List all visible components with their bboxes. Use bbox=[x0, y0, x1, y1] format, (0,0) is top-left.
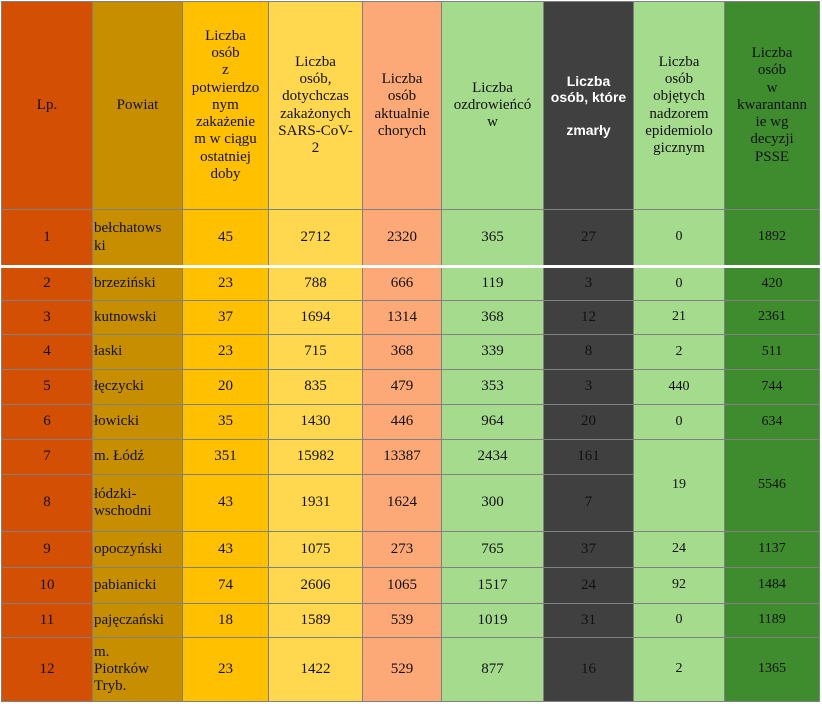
cell-value: 43 bbox=[218, 540, 233, 557]
header-line: nadzorem bbox=[649, 105, 709, 122]
cell-active bbox=[363, 301, 442, 335]
cell-powiat bbox=[93, 405, 183, 440]
cell-new-cases bbox=[183, 440, 269, 475]
cell-active bbox=[363, 604, 442, 638]
cell-value: 1065 bbox=[387, 576, 417, 593]
header-line: nym bbox=[212, 96, 239, 113]
cell-value: 634 bbox=[761, 413, 783, 429]
header-line: aktualnie bbox=[374, 105, 430, 122]
cell-value: 24 bbox=[581, 576, 596, 593]
table-row bbox=[2, 604, 820, 638]
cell-value: 43 bbox=[218, 494, 233, 511]
cell-value: 744 bbox=[761, 378, 783, 394]
cell-line: łaski bbox=[94, 343, 123, 360]
header-line: osób bbox=[211, 45, 240, 62]
cell-value: 365 bbox=[481, 228, 504, 245]
cell-lp bbox=[2, 210, 93, 267]
cell-value: 31 bbox=[581, 611, 596, 628]
cell-value: 3 bbox=[584, 275, 593, 292]
cell-value: 964 bbox=[481, 413, 504, 430]
cell-quarantine bbox=[725, 532, 820, 568]
header-line: PSSE bbox=[754, 148, 790, 165]
header-active bbox=[363, 2, 442, 210]
cell-value: 10 bbox=[39, 576, 55, 593]
cell-value: 13387 bbox=[383, 448, 421, 465]
cell-value: 715 bbox=[304, 343, 327, 360]
header-line: Liczba bbox=[751, 45, 793, 62]
cell-value: 12 bbox=[39, 660, 55, 677]
cell-value: 0 bbox=[675, 275, 683, 291]
header-line: ostatniej bbox=[200, 148, 251, 165]
header-line: w bbox=[487, 114, 498, 131]
cell-lp bbox=[2, 440, 93, 475]
table-row bbox=[2, 568, 820, 604]
cell-value: 2320 bbox=[387, 228, 417, 245]
header-line: w bbox=[766, 79, 778, 96]
cell-lp bbox=[2, 568, 93, 604]
cell-supervised bbox=[634, 335, 725, 370]
cell-value: 2606 bbox=[300, 576, 331, 593]
cell-supervised bbox=[634, 267, 725, 301]
cell-value: 24 bbox=[672, 541, 686, 557]
cell-value: 835 bbox=[304, 378, 327, 395]
cell-value: 0 bbox=[675, 612, 683, 628]
header-line: doby bbox=[210, 165, 241, 182]
header-line: ie wg bbox=[755, 114, 789, 131]
table-row bbox=[2, 370, 820, 405]
table-row bbox=[2, 210, 820, 267]
header-recovered bbox=[442, 2, 544, 210]
cell-recovered bbox=[442, 405, 544, 440]
cell-powiat bbox=[93, 301, 183, 335]
header-total-infected bbox=[269, 2, 363, 210]
cell-line: Piotrków bbox=[94, 660, 150, 677]
cell-value: 368 bbox=[390, 343, 414, 360]
header-line: Liczba bbox=[295, 53, 336, 70]
cell-recovered bbox=[442, 475, 544, 532]
header-line: Liczba bbox=[381, 71, 423, 87]
cell-active bbox=[363, 370, 442, 405]
cell-new-cases bbox=[183, 301, 269, 335]
header-line: z bbox=[222, 62, 229, 79]
covid-statistics-table bbox=[1, 1, 820, 702]
header-line: Liczba bbox=[566, 73, 611, 90]
cell-value: 877 bbox=[481, 660, 504, 677]
cell-line: opoczyński bbox=[94, 540, 163, 557]
cell-total-infected bbox=[269, 568, 363, 604]
header-line: Liczba bbox=[472, 79, 513, 96]
cell-active bbox=[363, 475, 442, 532]
cell-value: 6 bbox=[43, 413, 51, 430]
cell-active bbox=[363, 335, 442, 370]
cell-total-infected bbox=[269, 532, 363, 568]
cell-recovered bbox=[442, 568, 544, 604]
cell-value: 7 bbox=[43, 448, 51, 465]
cell-value: 23 bbox=[218, 275, 233, 292]
cell-active bbox=[363, 532, 442, 568]
cell-quarantine bbox=[725, 267, 820, 301]
cell-powiat bbox=[93, 440, 183, 475]
cell-lp bbox=[2, 335, 93, 370]
cell-active bbox=[363, 405, 442, 440]
cell-new-cases bbox=[183, 638, 269, 702]
cell-powiat bbox=[93, 604, 183, 638]
cell-value: 3 bbox=[584, 378, 593, 395]
cell-new-cases bbox=[183, 267, 269, 301]
header-line: zakażonych bbox=[280, 105, 351, 122]
cell-recovered bbox=[442, 267, 544, 301]
cell-lp bbox=[2, 370, 93, 405]
cell-line: m. bbox=[94, 643, 110, 660]
cell-value: 339 bbox=[481, 343, 504, 360]
cell-deaths bbox=[544, 568, 634, 604]
cell-value: 35 bbox=[218, 413, 233, 430]
cell-powiat bbox=[93, 370, 183, 405]
cell-quarantine bbox=[725, 301, 820, 335]
cell-line: Tryb. bbox=[94, 678, 127, 695]
cell-lp bbox=[2, 604, 93, 638]
cell-line: łódzki- bbox=[94, 485, 137, 502]
cell-value: 1 bbox=[43, 228, 51, 245]
cell-total-infected bbox=[269, 440, 363, 475]
cell-value: 7 bbox=[584, 494, 593, 511]
cell-value: 440 bbox=[668, 378, 690, 394]
header-powiat: Powiat bbox=[93, 2, 183, 210]
cell-value: 273 bbox=[390, 540, 414, 557]
table-row bbox=[2, 301, 820, 335]
cell-value: 351 bbox=[214, 448, 237, 465]
table-row bbox=[2, 405, 820, 440]
cell-value: 1892 bbox=[758, 229, 786, 245]
cell-value: 1430 bbox=[300, 413, 331, 430]
cell-supervised bbox=[634, 301, 725, 335]
header-line: osób bbox=[387, 88, 417, 105]
cell-value: 9 bbox=[43, 540, 51, 557]
cell-active bbox=[363, 568, 442, 604]
cell-value: 479 bbox=[390, 378, 414, 395]
cell-recovered bbox=[442, 604, 544, 638]
header-new-cases bbox=[183, 2, 269, 210]
cell-supervised bbox=[634, 440, 725, 532]
cell-quarantine bbox=[725, 638, 820, 702]
cell-total-infected bbox=[269, 604, 363, 638]
cell-value: 0 bbox=[675, 229, 683, 245]
cell-value: 11 bbox=[39, 611, 55, 628]
cell-value: 1517 bbox=[477, 576, 508, 593]
cell-powiat bbox=[93, 568, 183, 604]
header-line: osób bbox=[757, 62, 787, 79]
cell-total-infected bbox=[269, 210, 363, 267]
cell-lp bbox=[2, 301, 93, 335]
header-line: osób, które bbox=[550, 89, 627, 106]
cell-value: 8 bbox=[43, 494, 51, 511]
header-line: zakażenie bbox=[195, 114, 256, 131]
cell-deaths bbox=[544, 638, 634, 702]
cell-active bbox=[363, 210, 442, 267]
cell-line: wschodni bbox=[94, 503, 152, 519]
cell-supervised bbox=[634, 532, 725, 568]
cell-value: 666 bbox=[390, 275, 414, 292]
table-row bbox=[2, 638, 820, 702]
cell-value: 16 bbox=[581, 660, 596, 677]
cell-value: 18 bbox=[218, 611, 233, 628]
cell-value: 765 bbox=[481, 540, 504, 557]
header-lp: Lp. bbox=[2, 2, 93, 210]
cell-value: 368 bbox=[481, 308, 504, 325]
cell-lp bbox=[2, 267, 93, 301]
cell-value: 2 bbox=[43, 275, 51, 292]
cell-total-infected bbox=[269, 475, 363, 532]
cell-value: 21 bbox=[672, 309, 686, 325]
cell-supervised bbox=[634, 638, 725, 702]
cell-active bbox=[363, 267, 442, 301]
cell-value: 23 bbox=[218, 660, 233, 677]
cell-value: 1931 bbox=[300, 494, 331, 511]
cell-line: łowicki bbox=[94, 413, 139, 430]
cell-value: 20 bbox=[581, 413, 596, 430]
cell-total-infected bbox=[269, 370, 363, 405]
cell-value: 1314 bbox=[387, 308, 417, 325]
cell-quarantine bbox=[725, 335, 820, 370]
cell-value: 1137 bbox=[758, 541, 786, 557]
cell-value: 539 bbox=[390, 611, 414, 628]
cell-total-infected bbox=[269, 267, 363, 301]
cell-deaths bbox=[544, 210, 634, 267]
cell-quarantine bbox=[725, 370, 820, 405]
cell-recovered bbox=[442, 210, 544, 267]
header-line: gicznym bbox=[653, 140, 705, 156]
header-line: chorych bbox=[377, 122, 427, 139]
cell-powiat bbox=[93, 210, 183, 267]
cell-powiat bbox=[93, 532, 183, 568]
cell-lp bbox=[2, 638, 93, 702]
cell-value: 45 bbox=[218, 228, 233, 245]
header-line: dotychczas bbox=[282, 88, 349, 105]
cell-value: 1189 bbox=[758, 612, 786, 628]
cell-deaths bbox=[544, 301, 634, 335]
cell-value: 2 bbox=[675, 661, 683, 677]
cell-supervised bbox=[634, 210, 725, 267]
cell-quarantine bbox=[725, 568, 820, 604]
header-line: zmarły bbox=[566, 121, 611, 138]
cell-powiat bbox=[93, 267, 183, 301]
cell-value: 420 bbox=[761, 275, 783, 291]
cell-supervised bbox=[634, 370, 725, 405]
header-line: SARS-CoV- bbox=[278, 122, 353, 139]
cell-value: 4 bbox=[43, 343, 51, 360]
cell-value: 15982 bbox=[296, 448, 335, 465]
cell-value: 446 bbox=[390, 413, 414, 430]
cell-value: 19 bbox=[672, 477, 686, 493]
cell-lp bbox=[2, 475, 93, 532]
cell-supervised bbox=[634, 568, 725, 604]
cell-value: 3 bbox=[43, 308, 51, 325]
cell-deaths bbox=[544, 370, 634, 405]
cell-value: 1422 bbox=[300, 660, 331, 677]
cell-deaths bbox=[544, 405, 634, 440]
header-line: objętych bbox=[653, 88, 705, 105]
cell-value: 353 bbox=[481, 378, 504, 395]
cell-value: 2434 bbox=[477, 448, 508, 465]
cell-recovered bbox=[442, 370, 544, 405]
header-deaths bbox=[544, 2, 634, 210]
cell-new-cases bbox=[183, 210, 269, 267]
cell-value: 300 bbox=[481, 494, 504, 511]
header-line: Liczba bbox=[658, 53, 700, 70]
cell-new-cases bbox=[183, 568, 269, 604]
cell-line: brzeziński bbox=[94, 275, 156, 292]
cell-value: 788 bbox=[304, 275, 327, 292]
cell-supervised bbox=[634, 604, 725, 638]
cell-line: bełchatows bbox=[94, 220, 162, 237]
cell-value: 119 bbox=[481, 275, 504, 292]
cell-value: 2361 bbox=[758, 309, 786, 325]
header-line: Liczba bbox=[205, 27, 246, 44]
header-line: osób, bbox=[299, 71, 332, 87]
cell-active bbox=[363, 440, 442, 475]
cell-deaths bbox=[544, 267, 634, 301]
cell-line: ki bbox=[94, 237, 106, 254]
header-line: 2 bbox=[311, 140, 320, 156]
cell-quarantine bbox=[725, 405, 820, 440]
cell-quarantine bbox=[725, 440, 820, 532]
cell-value: 1365 bbox=[758, 661, 786, 677]
cell-lp bbox=[2, 405, 93, 440]
table-row bbox=[2, 532, 820, 568]
cell-new-cases bbox=[183, 604, 269, 638]
cell-recovered bbox=[442, 440, 544, 475]
cell-value: 8 bbox=[584, 343, 593, 360]
cell-lp bbox=[2, 532, 93, 568]
cell-deaths bbox=[544, 335, 634, 370]
cell-value: 1019 bbox=[477, 611, 508, 628]
cell-deaths bbox=[544, 440, 634, 475]
table-row bbox=[2, 335, 820, 370]
cell-line: pajęczański bbox=[94, 611, 164, 628]
cell-recovered bbox=[442, 532, 544, 568]
cell-new-cases bbox=[183, 370, 269, 405]
cell-value: 2712 bbox=[300, 228, 331, 245]
header-line: decyzji bbox=[750, 131, 794, 148]
header-line: m w ciągu bbox=[194, 131, 257, 148]
cell-value: 0 bbox=[675, 413, 683, 429]
cell-value: 5546 bbox=[758, 477, 786, 493]
cell-deaths bbox=[544, 604, 634, 638]
cell-value: 74 bbox=[218, 576, 233, 593]
cell-line: kutnowski bbox=[94, 308, 157, 325]
cell-deaths bbox=[544, 475, 634, 532]
cell-value: 1589 bbox=[300, 611, 331, 628]
cell-value: 529 bbox=[390, 660, 414, 677]
cell-total-infected bbox=[269, 638, 363, 702]
cell-total-infected bbox=[269, 405, 363, 440]
cell-new-cases bbox=[183, 475, 269, 532]
header-supervised bbox=[634, 2, 725, 210]
cell-value: 5 bbox=[43, 378, 51, 395]
header-line bbox=[587, 106, 591, 122]
cell-value: 1075 bbox=[300, 540, 331, 557]
header-line: osób bbox=[664, 71, 694, 87]
cell-value: 20 bbox=[218, 378, 233, 395]
cell-new-cases bbox=[183, 532, 269, 568]
cell-value: 2 bbox=[675, 343, 683, 359]
header-line: kwarantann bbox=[737, 96, 807, 113]
cell-value: 37 bbox=[218, 308, 233, 325]
cell-recovered bbox=[442, 638, 544, 702]
cell-quarantine bbox=[725, 604, 820, 638]
cell-value: 511 bbox=[761, 343, 783, 359]
cell-powiat bbox=[93, 475, 183, 532]
cell-deaths bbox=[544, 532, 634, 568]
cell-value: 1694 bbox=[300, 308, 331, 325]
cell-value: 12 bbox=[581, 308, 596, 325]
header-line: epidemiolo bbox=[645, 122, 713, 139]
header-line: potwierdzo bbox=[191, 79, 260, 96]
cell-recovered bbox=[442, 335, 544, 370]
cell-line: łęczycki bbox=[94, 378, 144, 395]
cell-new-cases bbox=[183, 405, 269, 440]
cell-value: 161 bbox=[577, 448, 600, 465]
cell-line: pabianicki bbox=[94, 576, 157, 593]
cell-total-infected bbox=[269, 335, 363, 370]
cell-powiat bbox=[93, 335, 183, 370]
cell-value: 1624 bbox=[387, 494, 417, 511]
cell-value: 37 bbox=[581, 540, 596, 557]
table-row bbox=[2, 440, 820, 475]
cell-value: 92 bbox=[672, 577, 686, 593]
table-row bbox=[2, 267, 820, 301]
header-row bbox=[2, 2, 820, 210]
header-line: ozdrowieńcó bbox=[453, 96, 532, 113]
cell-total-infected bbox=[269, 301, 363, 335]
cell-recovered bbox=[442, 301, 544, 335]
cell-quarantine bbox=[725, 210, 820, 267]
cell-active bbox=[363, 638, 442, 702]
cell-value: 1484 bbox=[758, 577, 786, 593]
cell-value: 23 bbox=[218, 343, 233, 360]
cell-powiat bbox=[93, 638, 183, 702]
cell-value: 27 bbox=[581, 228, 596, 245]
cell-new-cases bbox=[183, 335, 269, 370]
header-quarantine bbox=[725, 2, 820, 210]
cell-supervised bbox=[634, 405, 725, 440]
cell-line: m. Łódź bbox=[94, 448, 144, 465]
